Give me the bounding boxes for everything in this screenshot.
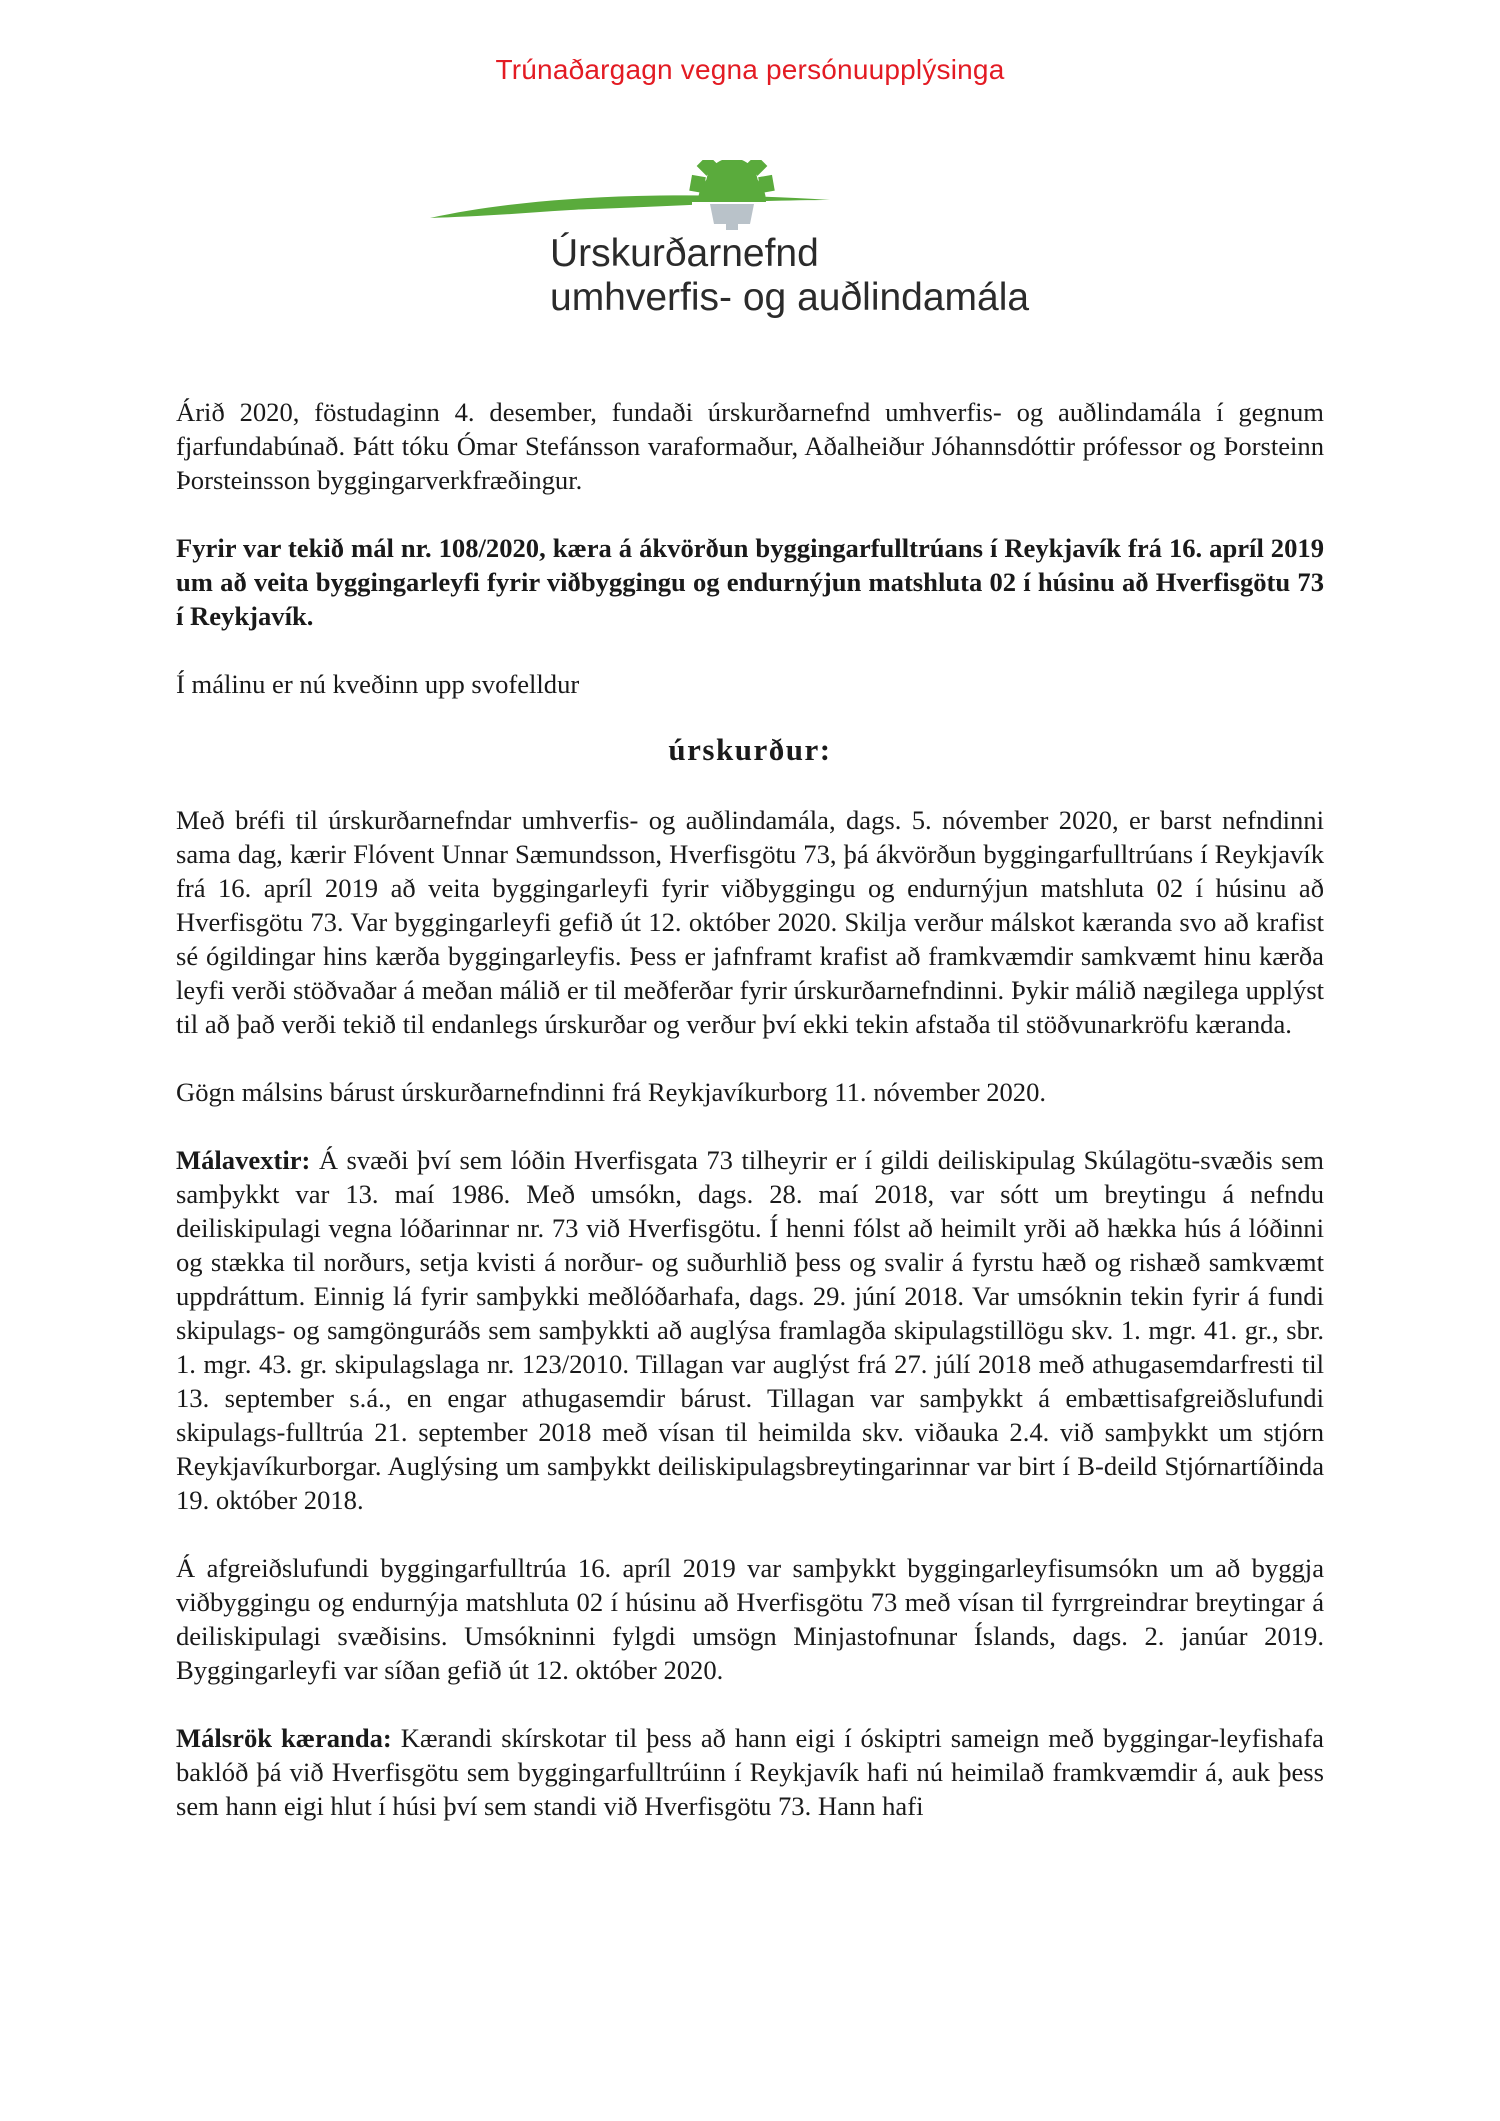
arguments-text: Kærandi skírskotar til þess að hann eigi í óskiptri sameign með byggingar-leyfishafa baklóð þá við Hverfisgötu sem byggingarfulltrúinn í Reykjavík hafi nú heimilað framkvæmdir á, auk þess sem hann eigi hlut í húsi því sem standi við Hverfisgötu 73. Hann hafi — [176, 1723, 1324, 1821]
ruling-title: úrskurður: — [668, 732, 832, 767]
green-swoosh-gear-logo-icon — [410, 160, 1050, 240]
intro-line: Í málinu er nú kveðinn upp svofelldur — [176, 669, 580, 699]
org-name-line2: umhverfis- og auðlindamála — [550, 276, 1030, 319]
facts-paragraph — [176, 1143, 1324, 1517]
facts-text: Á svæði því sem lóðin Hverfisgata 73 tilheyrir er í gildi deiliskipulag Skúlagötu-svæðis sem samþykkt var 13. maí 1986. Með umsókn, dags. 28. maí 2018, var sótt um breytingu á nefndu deiliskipulagi vegna lóðarinnar nr. 73 við Hverfisgötu. Í henni fólst að heimilt yrði að hækka hús á lóðinni og stækka til norðurs, setja kvisti á norður- og suðurhlið þess og svalir á fyrstu hæð og rishæð samkvæmt uppdráttum. Einnig lá fyrir samþykki meðlóðarhafa, dags. 29. júní 2018. Var umsóknin tekin fyrir á fundi skipulags- og samgönguráðs sem samþykkti að auglýsa framlagða skipulagstillögu skv. 1. mgr. 41. gr., sbr. 1. mgr. 43. gr. skipulagslaga nr. 123/2010. Tillagan var auglýst frá 27. júlí 2018 með athugasemdarfresti til 13. september s.á., en engar athugasemdir bárust. Tillagan var samþykkt á embættisafgreiðslufundi skipulags-fulltrúa 21. september 2018 með vísan til heimilda skv. viðauka 2.4. við samþykkt um stjórn Reykjavíkurborgar. Auglýsing um samþykkt deiliskipulagsbreytingarinnar var birt í B-deild Stjórnartíðinda 19. október 2018. — [176, 1145, 1324, 1515]
org-name-line1: Úrskurðarnefnd — [550, 232, 819, 275]
organization-logo — [410, 160, 1050, 330]
document-body — [176, 395, 1324, 1857]
case-heading: Fyrir var tekið mál nr. 108/2020, kæra á ákvörðun byggingarfulltrúans í Reykjavík frá 16. apríl 2019 um að veita byggingarleyfi fyrir viðbyggingu og endurnýjun matshluta 02 í húsinu að Hverfisgötu 73 í Reykjavík. — [176, 533, 1324, 631]
complaint-paragraph: Með bréfi til úrskurðarnefndar umhverfis- og auðlindamála, dags. 5. nóvember 2020, er barst nefndinni sama dag, kærir Flóvent Unnar Sæmundsson, Hverfisgötu 73, þá ákvörðun byggingarfulltrúans í Reykjavík frá 16. apríl 2019 að veita byggingarleyfi fyrir viðbyggingu og endurnýjun matshluta 02 í húsinu að Hverfisgötu 73. Var byggingarleyfi gefið út 12. október 2020. Skilja verður málskot kæranda svo að krafist sé ógildingar hins kærða byggingarleyfis. Þess er jafnframt krafist að framkvæmdir samkvæmt hinu kærða leyfi verði stöðvaðar á meðan málið er til meðferðar fyrir úrskurðarnefndinni. Þykir málið nægilega upplýst til að það verði tekið til endanlegs úrskurðar og verður því ekki tekin afstaða til stöðvunarkröfu kæranda. — [176, 805, 1324, 1039]
confidential-notice: Trúnaðargagn vegna persónuupplýsinga — [495, 54, 1005, 85]
documents-received-paragraph: Gögn málsins bárust úrskurðarnefndinni frá Reykjavíkurborg 11. nóvember 2020. — [176, 1077, 1047, 1107]
facts-label: Málavextir: — [176, 1145, 311, 1175]
permit-paragraph: Á afgreiðslufundi byggingarfulltrúa 16. apríl 2019 var samþykkt byggingarleyfisumsókn um að byggja viðbyggingu og endurnýja matshluta 02 í húsinu að Hverfisgötu 73 með vísan til fyrrgreindrar breytingar á deiliskipulagi svæðisins. Umsókninni fylgdi umsögn Minjastofnunar Íslands, dags. 2. janúar 2019. Byggingarleyfi var síðan gefið út 12. október 2020. — [176, 1553, 1324, 1685]
arguments-label: Málsrök kæranda: — [176, 1723, 392, 1753]
opening-paragraph: Árið 2020, föstudaginn 4. desember, fundaði úrskurðarnefnd umhverfis- og auðlindamála í gegnum fjarfundabúnað. Þátt tóku Ómar Stefánsson varaformaður, Aðalheiður Jóhannsdóttir prófessor og Þorsteinn Þorsteinsson byggingarverkfræðingur. — [176, 397, 1324, 495]
arguments-paragraph — [176, 1721, 1324, 1823]
